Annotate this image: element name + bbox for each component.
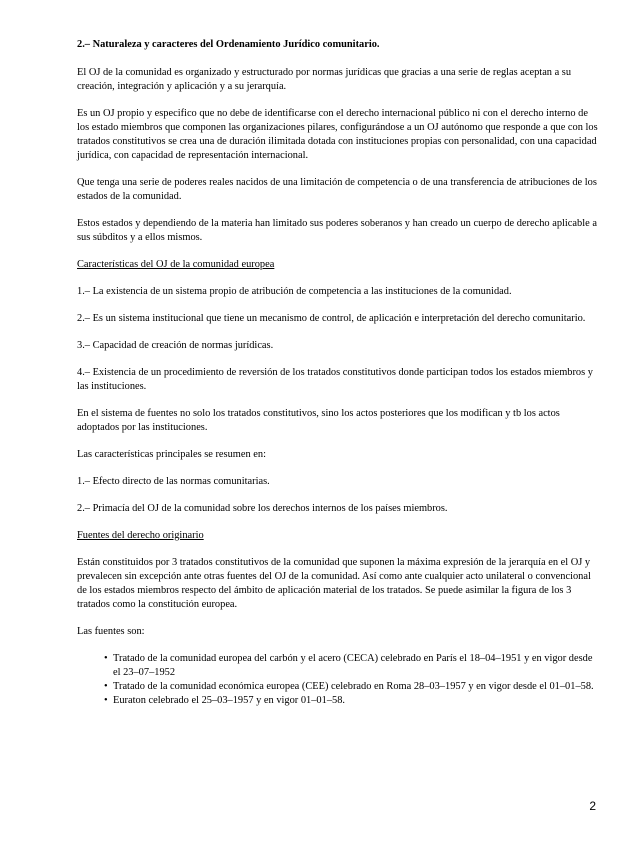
paragraph: El OJ de la comunidad es organizado y estructurado por normas jurídicas que gracias a una serie de reglas aceptan a su creación, integración y aplicación y a su jerarquía. [77, 67, 572, 92]
paragraph: En el sistema de fuentes no solo los tratados constitutivos, sino los actos posteriores que los modifican y tb los actos adoptados por las instituciones. [77, 408, 560, 433]
source-list-item: • Tratado de la comunidad económica europea (CEE) celebrado en Roma 28–03–1957 y en vigor desde el 01–01–58. [104, 680, 601, 694]
paragraph: Que tenga una serie de poderes reales nacidos de una limitación de competencia o de una transferencia de atribuciones de los estados de la comunidad. [77, 177, 597, 202]
paragraph: Están constituidos por 3 tratados constitutivos de la comunidad que suponen la máxima expresión de la jerarquía en el OJ y prevalecen sin excepción ante otras fuentes del OJ de la comunidad. Así como ante cualquier acto unilateral o convencional de los estados miembros respecto del ámbito de aplicación material de los tratados. Se puede asimilar la figura de los 3 tratados como la constitución europea. [77, 557, 591, 610]
characteristic-item: 4.– Existencia de un procedimiento de reversión de los tratados constitutivos donde participan todos los estados miembros y las instituciones. [77, 367, 593, 392]
page-number: 2 [589, 799, 596, 813]
sources-heading: Fuentes del derecho originario [77, 530, 204, 541]
paragraph: Las características principales se resumen en: [77, 449, 266, 460]
section-title: 2.– Naturaleza y caracteres del Ordenamiento Jurídico comunitario. [77, 39, 380, 50]
principal-characteristic: 2.– Primacía del OJ de la comunidad sobre los derechos internos de los países miembros. [77, 503, 448, 514]
source-list-item: • Euraton celebrado el 25–03–1957 y en vigor 01–01–58. [104, 694, 601, 708]
paragraph: Las fuentes son: [77, 626, 145, 637]
paragraph: Estos estados y dependiendo de la materia han limitado sus poderes soberanos y han creado un cuerpo de derecho aplicable a sus súbditos y a ellos mismos. [77, 218, 597, 243]
paragraph: Es un OJ propio y especifico que no debe de identificarse con el derecho internacional público ni con el derecho interno de los estado miembros que componen las organizaciones pilares, configurándose a un OJ autónomo que responde a que con los tratados constitutivos se crea una de duración ilimitada dotada con instituciones propias con personalidad, con una capacidad jurídica, con capacidad de representación internacional. [77, 108, 598, 161]
sources-list [77, 652, 601, 708]
characteristic-item: 3.– Capacidad de creación de normas jurídicas. [77, 340, 274, 351]
characteristic-item: 2.– Es un sistema institucional que tiene un mecanismo de control, de aplicación e interpretación del derecho comunitario. [77, 313, 586, 324]
source-list-item: • Tratado de la comunidad europea del carbón y el acero (CECA) celebrado en París el 18–04–1951 y en vigor desde el 23–07–1952 [104, 652, 601, 680]
document-page [77, 38, 601, 708]
characteristic-item: 1.– La existencia de un sistema propio de atribución de competencia a las instituciones de la comunidad. [77, 286, 512, 297]
characteristics-heading: Características del OJ de la comunidad europea [77, 259, 275, 270]
principal-characteristic: 1.– Efecto directo de las normas comunitarias. [77, 476, 270, 487]
